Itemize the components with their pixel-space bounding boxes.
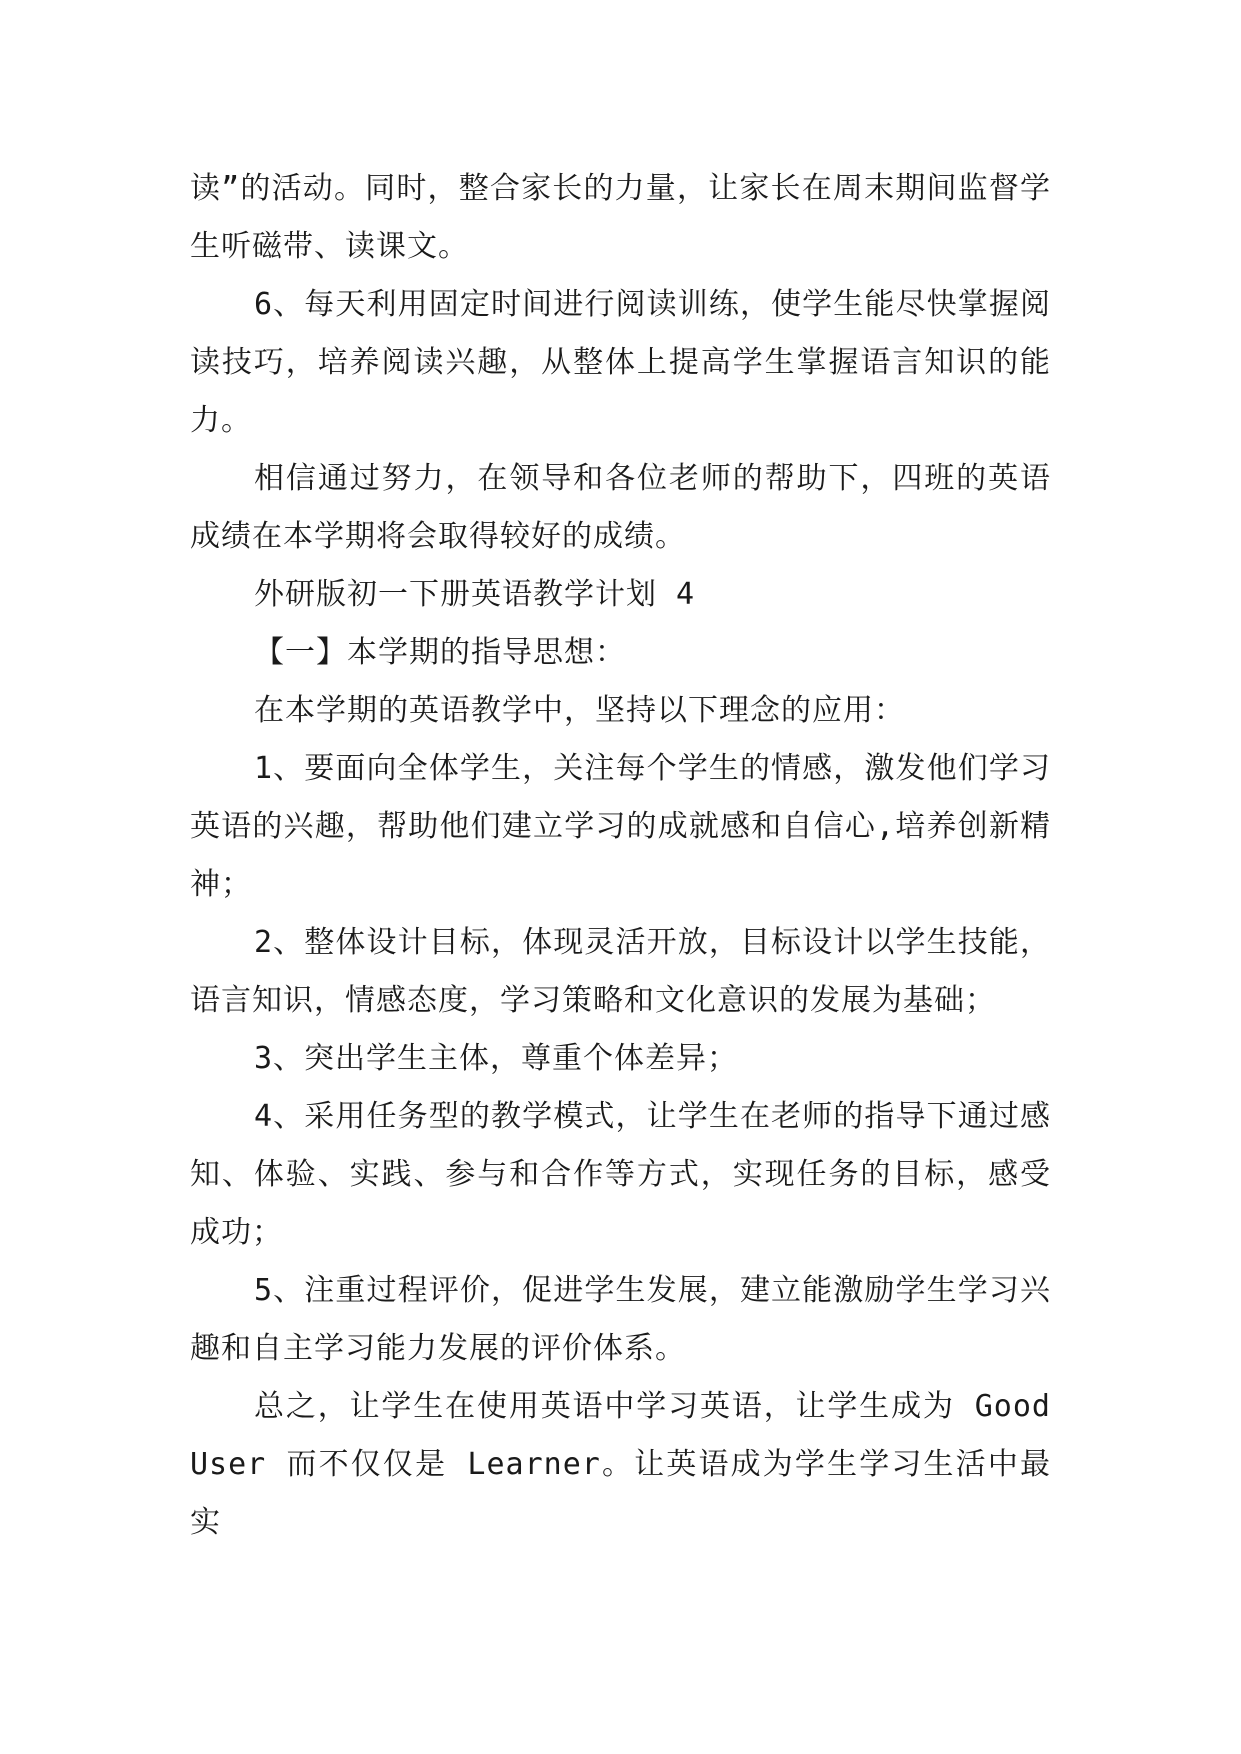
list-item: 4、采用任务型的教学模式，让学生在老师的指导下通过感知、体验、实践、参与和合作等方式，实现任务的目标，感受成功； — [190, 1099, 1051, 1250]
list-item: 3、突出学生主体，尊重个体差异； — [254, 1041, 739, 1076]
paragraph: 在本学期的英语教学中，坚持以下理念的应用： — [254, 693, 905, 728]
section-title: 外研版初一下册英语教学计划 4 — [254, 577, 696, 612]
document-body — [190, 160, 1051, 1552]
section-heading: 【一】本学期的指导思想： — [254, 635, 626, 670]
paragraph: 总之，让学生在使用英语中学习英语，让学生成为 Good User 而不仅仅是 Learner。让英语成为学生学习生活中最实 — [190, 1389, 1051, 1540]
list-item: 2、整体设计目标，体现灵活开放，目标设计以学生技能，语言知识，情感态度，学习策略和文化意识的发展为基础； — [190, 925, 1051, 1018]
paragraph: 读”的活动。同时，整合家长的力量，让家长在周末期间监督学生听磁带、读课文。 — [190, 171, 1051, 264]
list-item: 5、注重过程评价，促进学生发展，建立能激励学生学习兴趣和自主学习能力发展的评价体系。 — [190, 1273, 1051, 1366]
paragraph: 相信通过努力，在领导和各位老师的帮助下，四班的英语成绩在本学期将会取得较好的成绩。 — [190, 461, 1051, 554]
list-item: 1、要面向全体学生，关注每个学生的情感，激发他们学习英语的兴趣，帮助他们建立学习的成就感和自信心,培养创新精神； — [190, 751, 1051, 902]
paragraph: 6、每天利用固定时间进行阅读训练，使学生能尽快掌握阅读技巧，培养阅读兴趣，从整体上提高学生掌握语言知识的能力。 — [190, 287, 1051, 438]
